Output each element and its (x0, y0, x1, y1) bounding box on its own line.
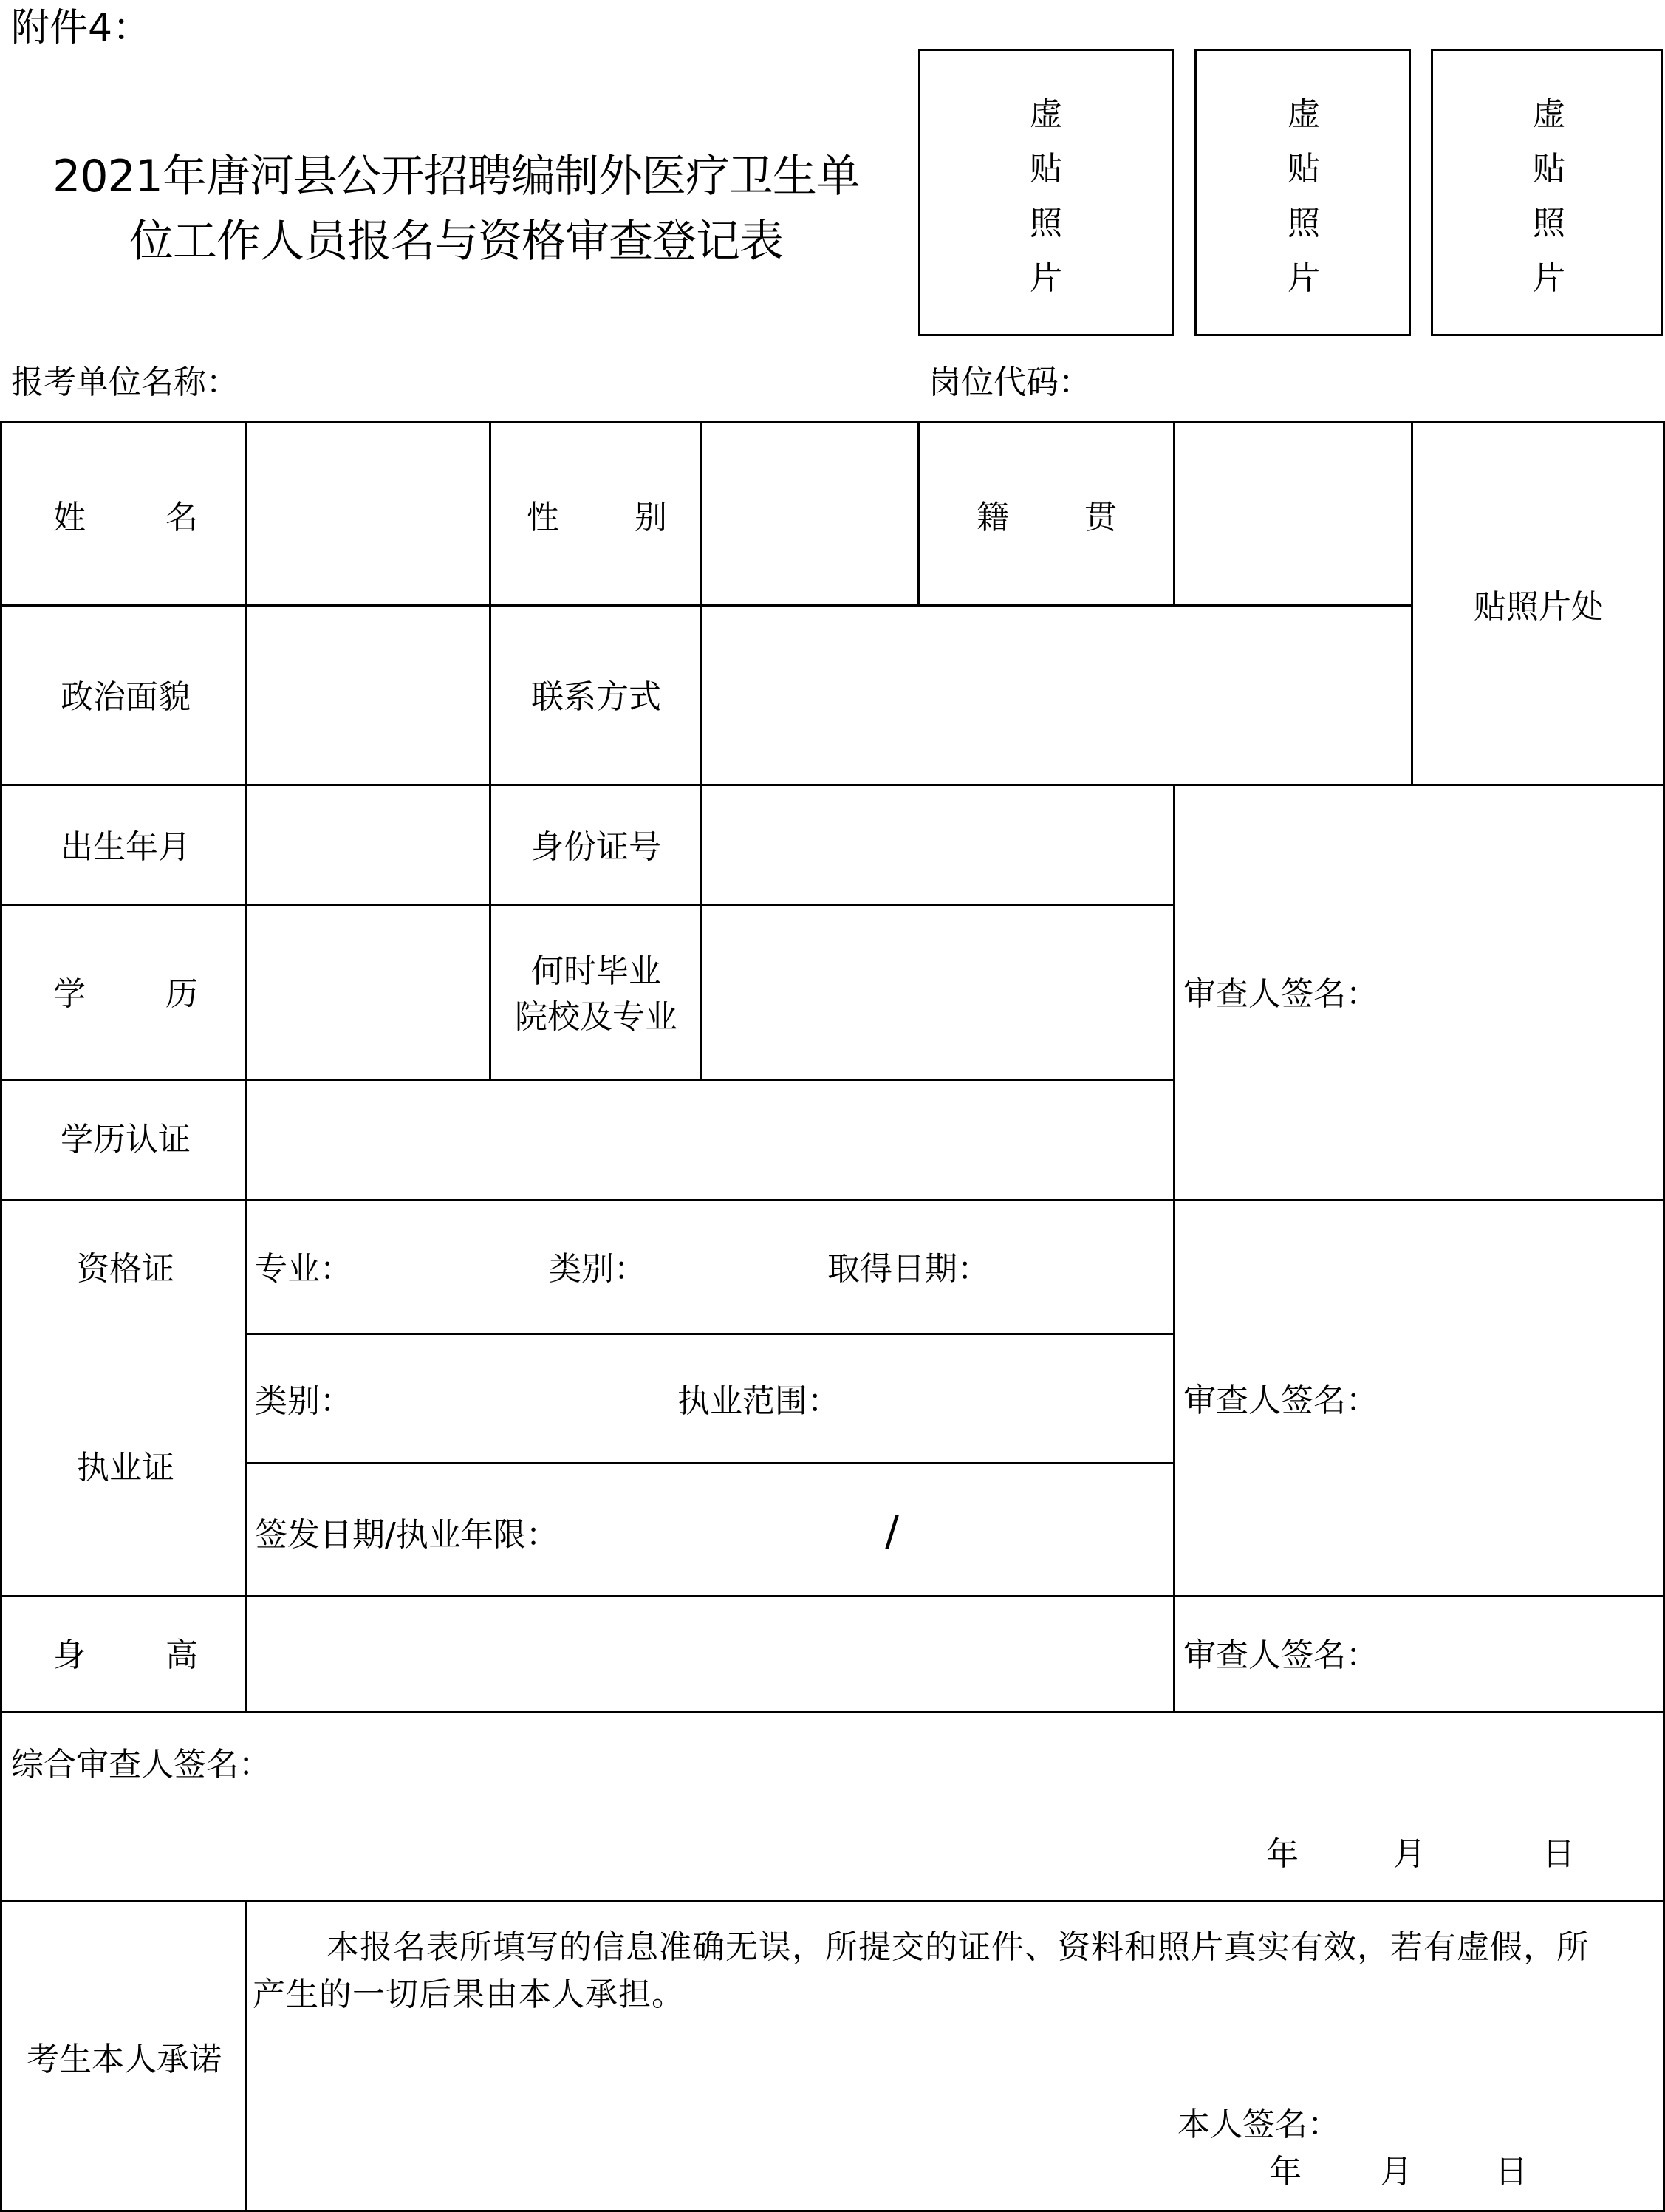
political-status-field[interactable] (247, 607, 489, 784)
education-label: 学 历 (53, 975, 198, 1013)
birth-date-field[interactable] (247, 786, 489, 904)
pledge-date-month: 月 (1380, 2153, 1412, 2191)
education-cert-field[interactable] (247, 1081, 1173, 1199)
col-line-6 (1411, 421, 1413, 786)
gender-field[interactable] (702, 423, 917, 604)
reviewer-signature-2: 审查人签名： (1183, 1382, 1378, 1419)
pledge-label: 考生本人承诺 (27, 2041, 222, 2078)
height-field[interactable] (247, 1597, 1173, 1711)
qualification-date-label: 取得日期： (827, 1250, 990, 1288)
name-label: 姓 名 (53, 499, 198, 536)
overall-reviewer-label: 综合审查人签名： (11, 1746, 271, 1783)
row-line-6 (245, 1333, 1175, 1335)
row-line-5 (0, 1199, 1665, 1201)
id-number-field[interactable] (702, 786, 1173, 904)
row-line-7 (245, 1462, 1175, 1464)
education-field[interactable] (247, 906, 489, 1079)
photo-placeholder-label[interactable]: 贴照片处 (1474, 588, 1604, 626)
title-line-2: 位工作人员报名与资格审查登记表 (129, 216, 783, 267)
native-place-label: 籍 贯 (977, 499, 1117, 536)
form-title (7, 144, 905, 274)
photo-slot-1-text: 虚 贴 照 片 (1030, 95, 1062, 297)
practice-category-label: 类别： (255, 1382, 352, 1420)
id-number-label: 身份证号 (531, 828, 661, 866)
native-place-field[interactable] (1175, 423, 1411, 604)
overall-date-month: 月 (1393, 1835, 1426, 1873)
table-border-left (0, 421, 2, 2212)
overall-date-day: 日 (1542, 1835, 1575, 1873)
row-line-10 (0, 1900, 1665, 1902)
title-line-1: 2021年唐河县公开招聘编制外医疗卫生单 (52, 151, 860, 202)
political-status-label: 政治面貌 (61, 678, 191, 716)
reviewer-signature-3: 审查人签名： (1183, 1636, 1378, 1674)
practice-scope-label: 执业范围： (677, 1382, 840, 1420)
col-line-4 (917, 421, 920, 607)
practice-years-slash: / (885, 1508, 899, 1556)
qualification-major-label: 专业： (255, 1250, 352, 1288)
graduation-label: 何时毕业 院校及专业 (515, 952, 677, 1036)
self-signature-label: 本人签名： (1177, 2106, 1340, 2143)
overall-date-year: 年 (1266, 1835, 1299, 1873)
photo-slot-2-text: 虚 贴 照 片 (1288, 95, 1320, 297)
qualification-cert-label: 资格证 (77, 1250, 174, 1288)
pledge-text: 本报名表所填写的信息准确无误，所提交的证件、资料和照片真实有效，若有虚假，所产生的一切后果由本人承担。 (253, 1928, 1590, 2013)
gender-label: 性 别 (527, 499, 667, 536)
practice-cert-label: 执业证 (77, 1449, 174, 1486)
attachment-label: 附件4： (11, 6, 151, 50)
education-cert-label: 学历认证 (61, 1121, 191, 1158)
height-label: 身 高 (53, 1636, 198, 1674)
birth-date-label: 出生年月 (61, 828, 191, 866)
pledge-date-day: 日 (1495, 2153, 1528, 2191)
graduation-field[interactable] (702, 906, 1173, 1079)
contact-field[interactable] (702, 607, 1411, 784)
col-line-2 (489, 421, 491, 1081)
photo-slot-3-text: 虚 贴 照 片 (1533, 95, 1565, 297)
row-line-9 (0, 1711, 1665, 1713)
post-code-label: 岗位代码： (929, 363, 1091, 401)
qualification-category-label: 类别： (549, 1250, 646, 1288)
reviewer-signature-1: 审查人签名： (1183, 975, 1378, 1013)
pledge-date-year: 年 (1269, 2153, 1302, 2191)
unit-name-label: 报考单位名称： (11, 363, 239, 401)
practice-issue-label: 签发日期/执业年限： (255, 1516, 558, 1554)
col-line-1b (245, 1900, 247, 2212)
name-field[interactable] (247, 423, 489, 604)
contact-label: 联系方式 (531, 678, 661, 716)
col-line-5b (1173, 784, 1175, 1713)
